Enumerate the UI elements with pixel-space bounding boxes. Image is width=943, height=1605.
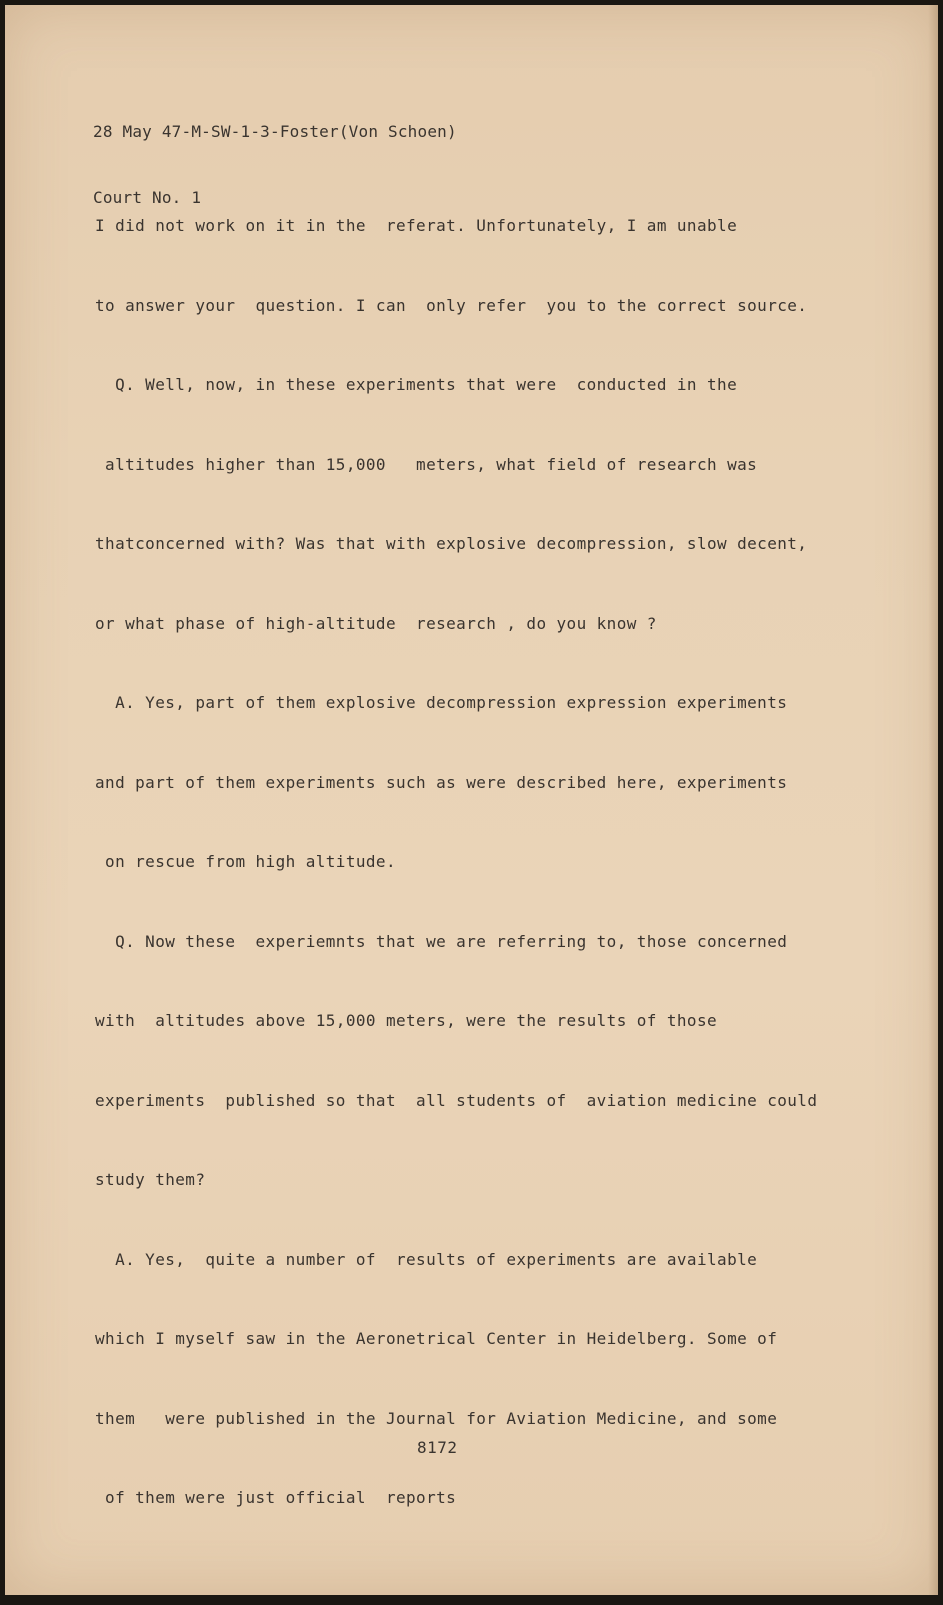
transcript-line: experiments published so that all students of aviation medicine could <box>95 1090 818 1110</box>
typewritten-page <box>5 5 938 1595</box>
transcript-line: with altitudes above 15,000 meters, were the results of those <box>95 1011 718 1030</box>
paper-edge-shadow <box>928 5 938 1595</box>
transcript-line: Q. Well, now, in these experiments that were conducted in the <box>95 375 738 394</box>
transcript-line: A. Yes, quite a number of results of experiments are available <box>95 1249 758 1269</box>
transcript-line: I did not work on it in the referat. Unfortunately, I am unable <box>95 216 738 235</box>
transcript-line: which I myself saw in the Aeronetrical Center in Heidelberg. Some of <box>95 1329 778 1348</box>
transcript-line: Q. Now these experiemnts that we are referring to, those concerned <box>95 931 788 951</box>
transcript-line: of them were just official reports <box>95 1488 457 1507</box>
header-reference: 28 May 47-M-SW-1-3-Foster(Von Schoen) <box>93 122 457 141</box>
transcript-line: and part of them experiments such as were described here, experiments <box>95 772 788 792</box>
page-number: 8172 <box>417 1438 458 1457</box>
transcript-line: study them? <box>95 1170 206 1189</box>
transcript-line: altitudes higher than 15,000 meters, what field of research was <box>95 454 758 474</box>
transcript-body <box>95 177 817 1567</box>
transcript-line: to answer your question. I can only refer you to the correct source. <box>95 295 808 315</box>
transcript-line: thatconcerned with? Was that with explosive decompression, slow decent, <box>95 534 808 553</box>
transcript-line: on rescue from high altitude. <box>95 852 396 871</box>
transcript-line: them were published in the Journal for Aviation Medicine, and some <box>95 1408 778 1428</box>
transcript-line: A. Yes, part of them explosive decompression expression experiments <box>95 693 788 712</box>
header-court: Court No. 1 <box>93 188 202 207</box>
transcript-line: or what phase of high-altitude research , do you know ? <box>95 613 657 633</box>
